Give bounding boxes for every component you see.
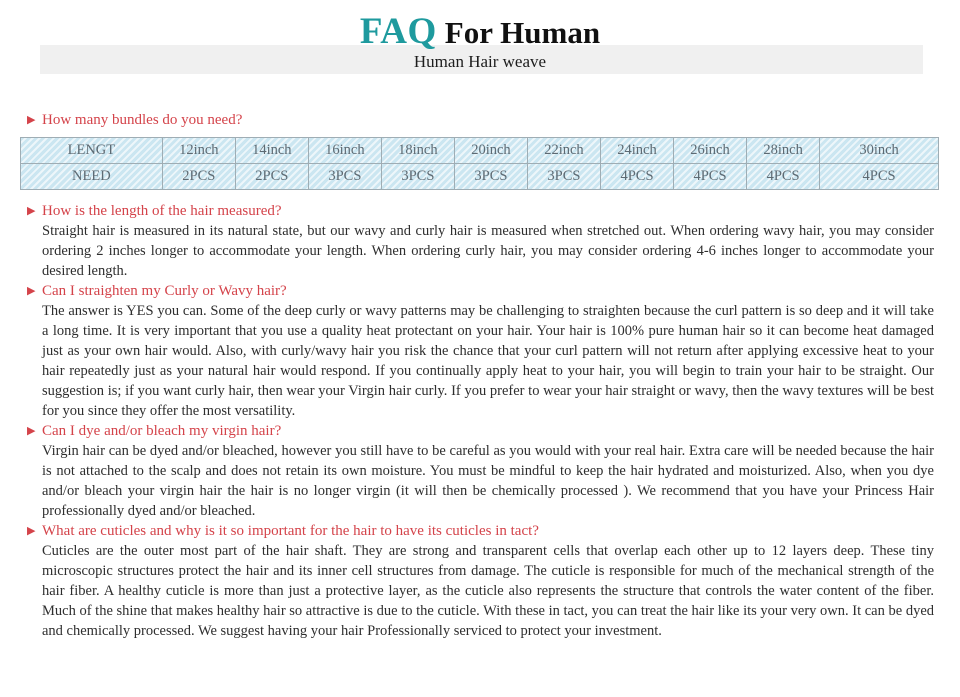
arrow-bullet-icon: ▶ [27,524,36,537]
table-cell: 4PCS [600,164,673,190]
faq-question: What are cuticles and why is it so important for the hair to have its cuticles in tact? [42,523,539,539]
table-cell: 2PCS [235,164,308,190]
table-row [21,138,939,164]
bundles-question-block [28,110,934,130]
table-cell: 3PCS [454,164,527,190]
bundles-table-wrap [20,137,939,190]
faq-list [28,201,934,641]
page-title-accent: FAQ [359,11,437,52]
faq-item [28,281,934,421]
faq-question: Can I straighten my Curly or Wavy hair? [42,283,287,299]
table-cell: 30inch [820,138,939,164]
table-row-label: LENGT [21,138,163,164]
table-cell: 14inch [235,138,308,164]
faq-answer: Virgin hair can be dyed and/or bleached, however you still have to be careful as you would with your real hair. Extra care will be needed because the hair is not attached to the scalp and does not retain its own moisture. You must be mindful to keep the hair hydrated and moisturized. Also, when you dye and/or bleach your virgin hair the hair is no longer virgin (it will then be chemically processed ). We recommend that you have your Princess Hair professionally dyed and/or bleached. [42,443,934,519]
bundles-question: How many bundles do you need? [42,112,243,128]
table-cell: 18inch [381,138,454,164]
table-cell: 3PCS [308,164,381,190]
page-title [0,0,960,51]
bundles-table-body [21,138,939,190]
table-cell: 3PCS [527,164,600,190]
faq-answer: Cuticles are the outer most part of the hair shaft. They are strong and transparent cells that overlap each other up to 12 layers deep. These tiny microscopic structures protect the hair and its inner cell structures from damage. The cuticle is responsible for much of the mechanical strength of the hair fiber. A healthy cuticle is more than just a protective layer, as the cuticle also represents the structure that controls the water content of the fiber. Much of the shine that makes healthy hair so attractive is due to the cuticle. With these in tact, you can treat the hair like its your very own. It can be dyed and chemically processed. We suggest having your hair Professionally serviced to protect your investment. [42,543,934,639]
faq-content [0,110,960,655]
table-cell: 4PCS [674,164,747,190]
arrow-bullet-icon: ▶ [27,204,36,217]
faq-item [28,201,934,281]
table-row-label: NEED [21,164,163,190]
faq-question: Can I dye and/or bleach my virgin hair? [42,423,282,439]
bundles-table [20,137,939,190]
table-cell: 28inch [747,138,820,164]
page-header [0,0,960,90]
faq-item [28,421,934,521]
table-cell: 16inch [308,138,381,164]
faq-answer: The answer is YES you can. Some of the deep curly or wavy patterns may be challenging to straighten because the curl pattern is so deep and it will take a long time. It is very important that you use a quality heat protectant on your hair. Your hair is 100% pure human hair so it can become heat damaged just as your own hair would. Also, with curly/wavy hair you risk the chance that your curl pattern will not return after applying excessive heat to your hair repeatedly just as your natural hair would respond. If you continually apply heat to your hair, you will begin to train your hair to be straight. Our suggestion is; if you want curly hair, then wear your Virgin hair curly. If you prefer to wear your hair straight or wavy, then the wavy textures will be best for you since they offer the most versatility. [42,303,934,419]
table-cell: 22inch [527,138,600,164]
table-cell: 3PCS [381,164,454,190]
faq-answer: Straight hair is measured in its natural state, but our wavy and curly hair is measured when stretched out. When ordering wavy hair, you may consider ordering 2 inches longer to accommodate your length. When ordering curly hair, you may consider ordering 4-6 inches longer to accommodate your desired length. [42,223,934,279]
table-cell: 2PCS [162,164,235,190]
page-title-rest: For Human [444,15,601,50]
arrow-bullet-icon: ▶ [27,284,36,297]
faq-item [28,521,934,641]
table-cell: 12inch [162,138,235,164]
page-subtitle: Human Hair weave [413,52,547,71]
arrow-bullet-icon: ▶ [27,424,36,437]
table-row [21,164,939,190]
arrow-bullet-icon: ▶ [27,113,36,126]
table-cell: 20inch [454,138,527,164]
faq-question: How is the length of the hair measured? [42,203,282,219]
table-cell: 4PCS [747,164,820,190]
table-cell: 26inch [674,138,747,164]
title-group [0,0,960,72]
table-cell: 4PCS [820,164,939,190]
table-cell: 24inch [600,138,673,164]
